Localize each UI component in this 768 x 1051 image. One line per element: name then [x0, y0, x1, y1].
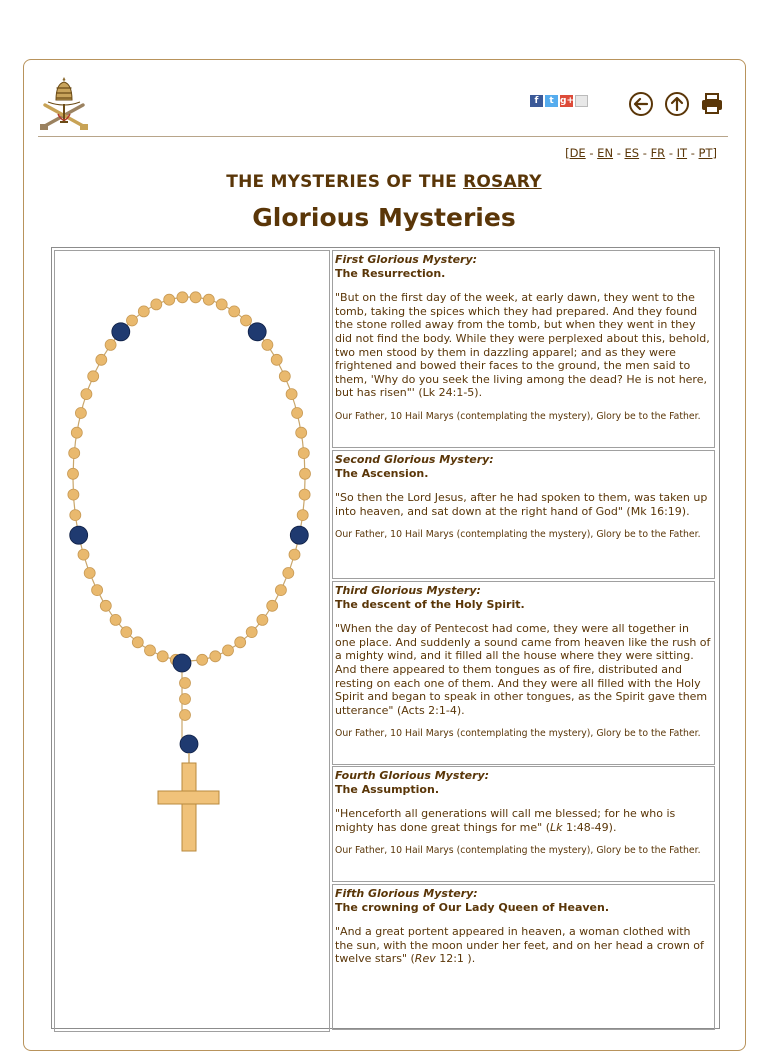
mystery-subtitle: The Resurrection.: [335, 266, 446, 280]
page-supertitle: THE MYSTERIES OF THE ROSARY: [226, 172, 542, 192]
language-selector: [DE - EN - ES - FR - IT - PT]: [565, 146, 717, 160]
lang-link-es[interactable]: ES: [624, 146, 640, 160]
rosary-bead: [68, 468, 79, 479]
rosary-bead: [180, 678, 191, 689]
print-icon[interactable]: [700, 91, 724, 117]
mystery-cell-4: [332, 766, 715, 882]
rosary-dark-bead: [112, 323, 130, 341]
lang-link-pt[interactable]: PT: [698, 146, 713, 160]
papal-keys-tiara-icon: [38, 74, 90, 134]
rosary-bead: [298, 448, 309, 459]
mystery-subtitle: The Assumption.: [335, 782, 439, 796]
rosary-bead: [71, 427, 82, 438]
lang-link-en[interactable]: EN: [597, 146, 614, 160]
mystery-scripture: "But on the first day of the week, at early dawn, they went to the tomb, taking the spices which they had prepared. And they found the stone rolled away from the tomb, but when they went in they did not find the body. While they were perplexed about this, behold, two men stood by them in dazzling apparel; and as they were frightened and bowed their faces to the ground, the men said to them, 'Why do you seek the living among the dead? He is not here, but has risen"' (Lk 24:1-5).: [335, 291, 710, 400]
rosary-bead: [271, 354, 282, 365]
rosary-image-cell: [54, 250, 330, 1032]
rosary-bead: [145, 645, 156, 656]
rosary-bead: [100, 600, 111, 611]
share-bar: [530, 95, 588, 107]
rosary-bead: [297, 510, 308, 521]
mystery-heading: First Glorious Mystery:: [335, 253, 478, 266]
rosary-bead: [257, 614, 268, 625]
cross-vertical-bar: [182, 763, 196, 851]
mystery-scripture: "So then the Lord Jesus, after he had spoken to them, was taken up into heaven, and sat down at the right hand of God" (Mk 16:19).: [335, 491, 708, 518]
rosary-dark-bead: [70, 526, 88, 544]
rosary-bead: [283, 568, 294, 579]
mystery-cell-5: [332, 884, 715, 1030]
header-divider: [38, 136, 728, 137]
cross-horizontal-bar: [158, 791, 219, 804]
rosary-bead: [300, 468, 311, 479]
rosary-bead: [75, 408, 86, 419]
lang-link-it[interactable]: IT: [676, 146, 688, 160]
mystery-cell-2: [332, 450, 715, 579]
rosary-link[interactable]: ROSARY: [463, 172, 542, 192]
mystery-heading: Fourth Glorious Mystery:: [335, 769, 490, 782]
mystery-heading: Fifth Glorious Mystery:: [335, 887, 478, 900]
rosary-bead: [223, 645, 234, 656]
rosary-bead: [84, 568, 95, 579]
rosary-bead: [96, 354, 107, 365]
rosary-bead: [216, 299, 227, 310]
rosary-dark-bead: [248, 323, 266, 341]
rosary-bead: [105, 339, 116, 350]
mystery-prayer: Our Father, 10 Hail Marys (contemplating the mystery), Glory be to the Father.: [335, 529, 701, 541]
rosary-bead: [88, 371, 99, 382]
mystery-scripture: "And a great portent appeared in heaven, a woman clothed with the sun, with the moon under her feet, and on her head a crown of twelve stars" (Rev 12:1 ).: [335, 925, 704, 966]
rosary-bead: [110, 614, 121, 625]
page-nav-icons: [628, 91, 724, 117]
rosary-bead: [157, 651, 168, 662]
rosary-bead: [246, 627, 257, 638]
rosary-bead: [132, 637, 143, 648]
back-arrow-icon[interactable]: [628, 91, 654, 117]
rosary-bead: [267, 600, 278, 611]
rosary-dark-bead: [180, 735, 198, 753]
rosary-bead: [275, 585, 286, 596]
mystery-subtitle: The descent of the Holy Spirit.: [335, 597, 525, 611]
mystery-scripture: "When the day of Pentecost had come, they were all together in one place. And suddenly a sound came from heaven like the rush of a mighty wind, and it filled all the house where they were sitting. And there appeared to them tongues as of fire, distributed and resting on each one of them. And they were all filled with the Holy Spirit and began to speak in other tongues, as the Spirit gave them utterance" (Acts 2:1-4).: [335, 622, 711, 717]
rosary-bead: [92, 585, 103, 596]
lang-link-de[interactable]: DE: [569, 146, 586, 160]
rosary-bead: [151, 299, 162, 310]
google-plus-icon[interactable]: g+: [560, 96, 574, 106]
mystery-subtitle: The Ascension.: [335, 466, 429, 480]
rosary-bead: [164, 294, 175, 305]
twitter-icon[interactable]: t: [545, 95, 558, 107]
mystery-cell-3: [332, 581, 715, 765]
mystery-heading: Third Glorious Mystery:: [335, 584, 481, 597]
rosary-bead: [289, 549, 300, 560]
mystery-scripture: "Henceforth all generations will call me blessed; for he who is mighty has done great things for me" (Lk 1:48-49).: [335, 807, 676, 834]
rosary-bead: [279, 371, 290, 382]
up-arrow-icon[interactable]: [664, 91, 690, 117]
rosary-bead: [177, 292, 188, 303]
rosary-bead: [180, 694, 191, 705]
rosary-bead: [229, 306, 240, 317]
rosary-bead: [81, 389, 92, 400]
rosary-bead: [235, 637, 246, 648]
rosary-bead: [299, 489, 310, 500]
rosary-bead: [197, 654, 208, 665]
rosary-bead: [70, 510, 81, 521]
rosary-bead: [68, 489, 79, 500]
mysteries-table: [51, 247, 720, 1029]
rosary-bead: [78, 549, 89, 560]
rosary-dark-bead: [290, 526, 308, 544]
mystery-heading: Second Glorious Mystery:: [335, 453, 494, 466]
rosary-bead: [180, 710, 191, 721]
page-title: Glorious Mysteries: [252, 203, 516, 232]
rosary-bead: [296, 427, 307, 438]
lang-link-fr[interactable]: FR: [650, 146, 666, 160]
rosary-bead: [210, 651, 221, 662]
rosary-center-bead: [173, 654, 191, 672]
facebook-icon[interactable]: f: [530, 95, 543, 107]
rosary-bead: [127, 315, 138, 326]
mystery-subtitle: The crowning of Our Lady Queen of Heaven.: [335, 900, 610, 914]
rosary-bead: [241, 315, 252, 326]
rosary-bead: [138, 306, 149, 317]
mystery-prayer: Our Father, 10 Hail Marys (contemplating the mystery), Glory be to the Father.: [335, 845, 701, 857]
mystery-cell-1: [332, 250, 715, 448]
rosary-bead: [203, 294, 214, 305]
rosary-image: [55, 251, 329, 1031]
mystery-prayer: Our Father, 10 Hail Marys (contemplating the mystery), Glory be to the Father.: [335, 410, 701, 422]
rosary-bead: [69, 448, 80, 459]
rosary-bead: [121, 627, 132, 638]
rosary-bead: [262, 339, 273, 350]
mystery-prayer: Our Father, 10 Hail Marys (contemplating the mystery), Glory be to the Father.: [335, 728, 701, 740]
rosary-bead: [292, 408, 303, 419]
rosary-bead: [190, 292, 201, 303]
rosary-bead: [286, 389, 297, 400]
mail-icon[interactable]: [575, 95, 588, 107]
